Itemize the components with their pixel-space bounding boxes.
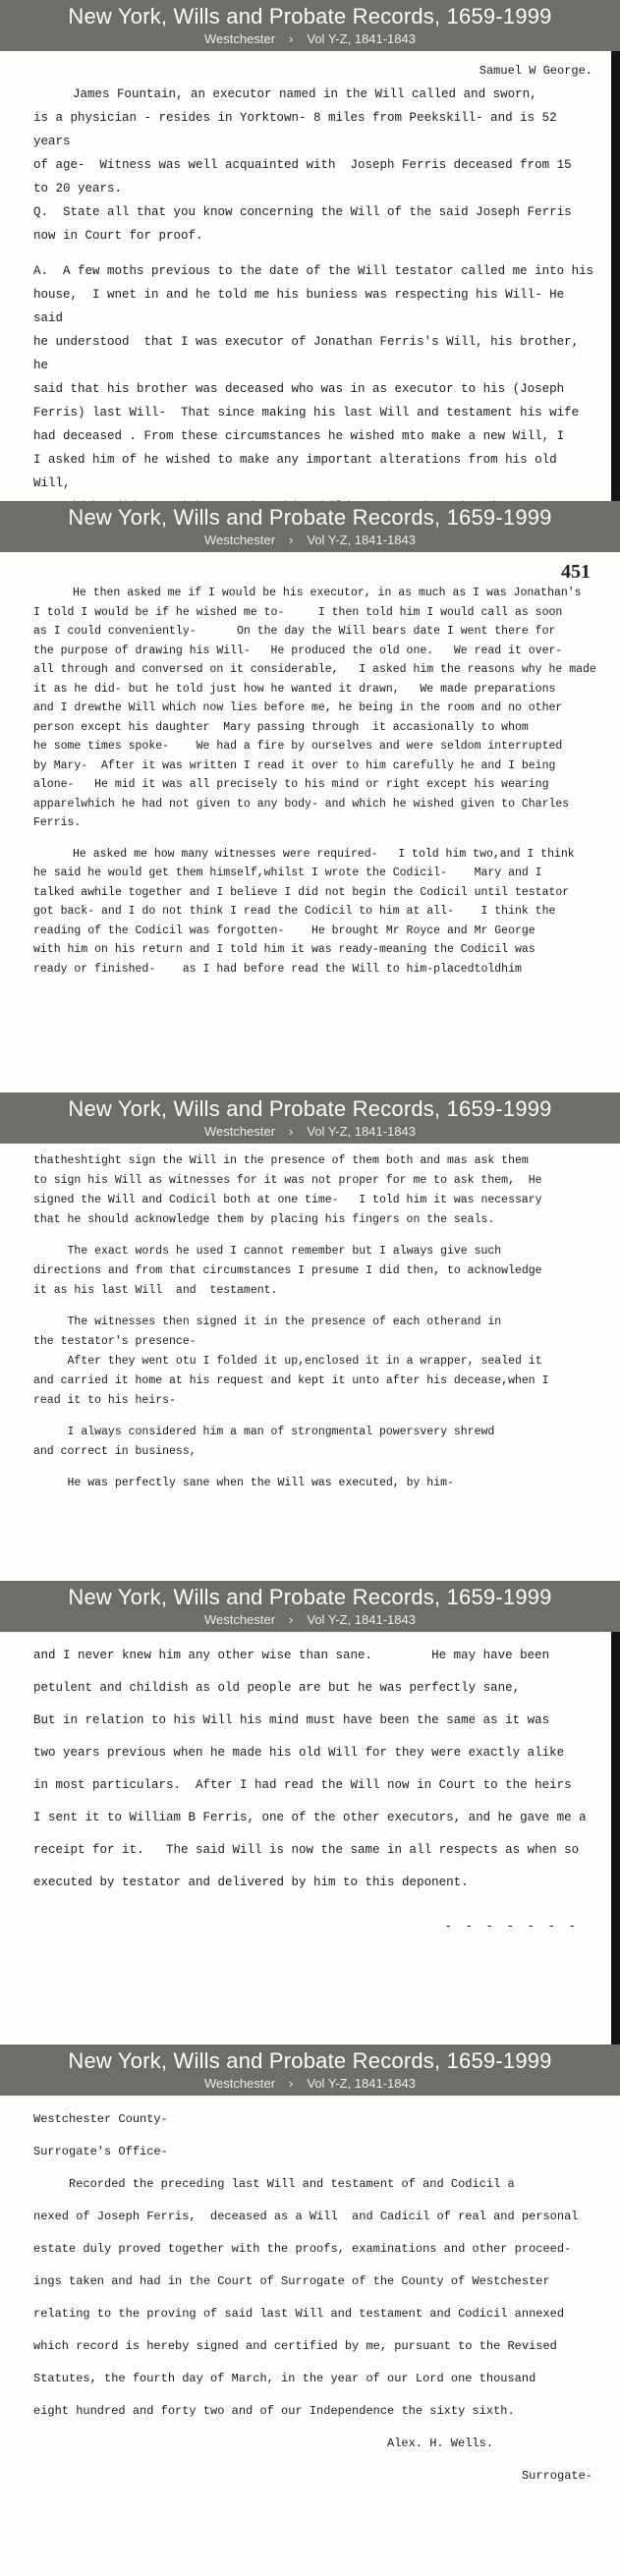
collection-title[interactable]: New York, Wills and Probate Records, 1659-1999 — [68, 2048, 552, 2073]
text-line: and I never knew him any other wise than sane. He may have been — [33, 1649, 550, 1662]
text-line: Recorded the preceding last Will and testament of and Codicil a — [33, 2177, 515, 2191]
text-line: he said he would get them himself,whilst I wrote the Codicil- Mary and I — [33, 867, 542, 879]
chevron-right-icon: › — [289, 31, 294, 46]
text-line: person except his daughter Mary passing through it accasionally to whom — [33, 720, 529, 734]
breadcrumb — [0, 31, 620, 47]
surrogate-signature: Alex. H. Wells. — [387, 2436, 494, 2450]
text-line: He then asked me if I would be his executor, in as much as I was Jonathan's — [73, 587, 582, 599]
text-line: ings taken and had in the Court of Surrogate of the County of Westchester — [33, 2274, 550, 2288]
text-line: thatheshtight sign the Will in the presence of them both and mas ask them — [33, 1154, 529, 1167]
document-scan — [0, 1632, 620, 1943]
text-line: The exact words he used I cannot remember but I always give such — [33, 1245, 502, 1258]
text-line: he some times spoke- We had a fire by ourselves and were seldom interrupted — [33, 740, 563, 753]
text-line: receipt for it. The said Will is now the same in all respects as when so — [33, 1843, 580, 1857]
text-line: After they went otu I folded it up,enclosed it in a wrapper, sealed it — [33, 1355, 542, 1368]
chevron-right-icon: › — [289, 532, 294, 547]
text-line: by Mary- After it was written I read it over to him carefully he and I being — [33, 758, 556, 772]
end-dashes: - - - - - - - — [444, 1920, 579, 1933]
breadcrumb-county[interactable]: Westchester — [204, 2076, 276, 2091]
text-line: talked awhile together and I believe I did not begin the Codicil until testator — [33, 885, 570, 899]
text-line: two years previous when he made his old Will for they were exactly alike — [33, 1746, 565, 1760]
breadcrumb-volume[interactable]: Vol Y-Z, 1841-1843 — [307, 1124, 416, 1139]
text-line: had deceased . From these circumstances he wished mto make a new Will, I — [33, 429, 565, 443]
text-line: Surrogate's Office- — [33, 2145, 168, 2158]
record-header — [0, 501, 620, 552]
text-line: signed the Will and Codicil both at one time- I told him it was necessary — [33, 1194, 542, 1206]
text-line: read it to his heirs- — [33, 1394, 176, 1407]
breadcrumb — [0, 532, 620, 548]
breadcrumb — [0, 2076, 620, 2092]
breadcrumb-county[interactable]: Westchester — [204, 1612, 276, 1627]
text-line: all through and conversed on it considerable, I asked him the reasons why he made — [33, 663, 596, 676]
record-header — [0, 2044, 620, 2096]
text-line: that he should acknowledge them by placing his fingers on the seals. — [33, 1213, 495, 1226]
breadcrumb-volume[interactable]: Vol Y-Z, 1841-1843 — [307, 532, 416, 547]
record-page-1 — [0, 0, 620, 501]
text-line: of age- Witness was well acquainted with Joseph Ferris deceased from 15 — [33, 158, 572, 172]
text-line: he understood that I was executor of Jonathan Ferris's Will, his brother, he — [33, 335, 587, 372]
text-line: James Fountain, an executor named in the Will called and sworn, — [73, 87, 537, 101]
scan-border — [611, 51, 620, 501]
breadcrumb-county[interactable]: Westchester — [204, 1124, 276, 1139]
text-line: is a physician - resides in Yorktown- 8 miles from Peekskill- and is 52 years — [33, 111, 565, 148]
chevron-right-icon: › — [289, 1612, 294, 1627]
breadcrumb-county[interactable]: Westchester — [204, 31, 276, 46]
text-line: the testator's presence- — [33, 1335, 197, 1348]
record-page-5 — [0, 2044, 620, 2576]
text-line: house, I wnet in and he told me his buniess was respecting his Will- He said — [33, 288, 572, 325]
text-line: I told I would be if he wished me to- I then told him I would call as soon — [33, 605, 563, 619]
text-line: with him on his return and I told him it was ready-meaning the Codicil was — [33, 943, 535, 956]
chevron-right-icon: › — [289, 1124, 294, 1139]
text-line: now in Court for proof. — [33, 229, 203, 243]
breadcrumb-volume[interactable]: Vol Y-Z, 1841-1843 — [307, 31, 416, 46]
text-line: to sign his Will as witnesses for it was not proper for me to ask them, He — [33, 1174, 542, 1187]
breadcrumb-volume[interactable]: Vol Y-Z, 1841-1843 — [307, 2076, 416, 2091]
text-line: alone- He mid it was all precisely to his mind or right except his wearing — [33, 778, 549, 791]
text-line: relating to the proving of said last Will and testament and Codicil annexed — [33, 2307, 565, 2321]
text-line: I always considered him a man of strongmental powersvery shrewd — [33, 1426, 495, 1438]
text-line: got back- and I do not think I read the Codicil to him at all- I think the — [33, 905, 556, 918]
text-line: Ferris) last Will- That since making his last Will and testament his wife — [33, 406, 580, 420]
breadcrumb — [0, 1124, 620, 1140]
text-line: the purpose of drawing his Will- He produced the old one. We read it over- — [33, 644, 563, 657]
text-line: He asked me how many witnesses were required- I told him two,and I think — [73, 847, 575, 861]
text-line: which record is hereby signed and certified by me, pursuant to the Revised — [33, 2339, 557, 2353]
text-line: executed by testator and delivered by him to this deponent. — [33, 1876, 469, 1889]
document-scan — [0, 552, 620, 979]
text-line: Statutes, the fourth day of March, in the year of our Lord one thousand — [33, 2372, 536, 2385]
record-page-4 — [0, 1581, 620, 2044]
text-line: said that his brother was deceased who was in as executor to his (Joseph — [33, 382, 565, 396]
record-header — [0, 1581, 620, 1632]
collection-title[interactable]: New York, Wills and Probate Records, 1659-1999 — [68, 1585, 552, 1609]
text-line: A. A few moths previous to the date of the Will testator called me into his — [33, 264, 594, 278]
collection-title[interactable]: New York, Wills and Probate Records, 1659-1999 — [68, 4, 552, 28]
scan-border — [611, 1632, 620, 2044]
text-line: eight hundred and forty two and of our Independence the sixty sixth. — [33, 2404, 515, 2418]
text-line: I asked him of he wished to make any important alterations from his old Will, — [33, 453, 565, 490]
chevron-right-icon: › — [289, 2076, 294, 2091]
page-number: 451 — [561, 561, 591, 583]
document-scan — [0, 51, 620, 501]
record-page-2 — [0, 501, 620, 1092]
text-line: petulent and childish as old people are but he was perfectly sane, — [33, 1681, 521, 1695]
text-line: ready or finished- as I had before read the Will to him-placedtoldhim — [33, 962, 522, 976]
surrogate-title: Surrogate- — [521, 2469, 592, 2483]
text-line: Q. State all that you know concerning the Will of the said Joseph Ferris — [33, 205, 572, 219]
text-line: in most particulars. After I had read the Will now in Court to the heirs — [33, 1778, 572, 1792]
text-line: nexed of Joseph Ferris, deceased as a Will and Cadicil of real and personal — [33, 2210, 579, 2223]
text-line: But in relation to his Will his mind must have been the same as it was — [33, 1713, 550, 1727]
collection-title[interactable]: New York, Wills and Probate Records, 1659-1999 — [68, 505, 552, 530]
document-scan — [0, 1144, 620, 1493]
text-line: to 20 years. — [33, 182, 123, 196]
text-line: He was perfectly sane when the Will was executed, by him- — [33, 1477, 454, 1489]
text-line: estate duly proved together with the proofs, examinations and other proceed- — [33, 2242, 572, 2256]
breadcrumb — [0, 1612, 620, 1628]
text-line: and I drewthe Will which now lies before me, he being in the room and no other — [33, 701, 563, 714]
text-line: I sent it to William B Ferris, one of the other executors, and he gave me a — [33, 1811, 587, 1824]
breadcrumb-county[interactable]: Westchester — [204, 532, 276, 547]
text-line: apparelwhich he had not given to any body- and which he wished given to Charles — [33, 797, 570, 811]
witness-name: Samuel W George. — [479, 64, 592, 78]
text-line: The witnesses then signed it in the presence of each otherand in — [33, 1316, 502, 1328]
text-line: Ferris. — [33, 816, 82, 829]
text-line: as I could conveniently- On the day the Will bears date I went there for — [33, 625, 556, 638]
text-line: it as he did- but he told just how he wanted it drawn, We made preparations — [33, 682, 556, 696]
record-header — [0, 1092, 620, 1144]
record-page-3 — [0, 1092, 620, 1581]
document-scan — [0, 2096, 620, 2492]
text-line: and carried it home at his request and kept it unto after his decease,when I — [33, 1374, 549, 1387]
breadcrumb-volume[interactable]: Vol Y-Z, 1841-1843 — [307, 1612, 416, 1627]
text-line: directions and from that circumstances I presume I did then, to acknowledge — [33, 1264, 542, 1277]
text-line: and correct in business, — [33, 1445, 197, 1458]
record-header — [0, 0, 620, 51]
collection-title[interactable]: New York, Wills and Probate Records, 1659-1999 — [68, 1096, 552, 1121]
text-line: it as his last Will and testament. — [33, 1284, 278, 1297]
text-line: reading of the Codicil was forgotten- He brought Mr Royce and Mr George — [33, 924, 535, 937]
text-line: Westchester County- — [33, 2112, 168, 2126]
